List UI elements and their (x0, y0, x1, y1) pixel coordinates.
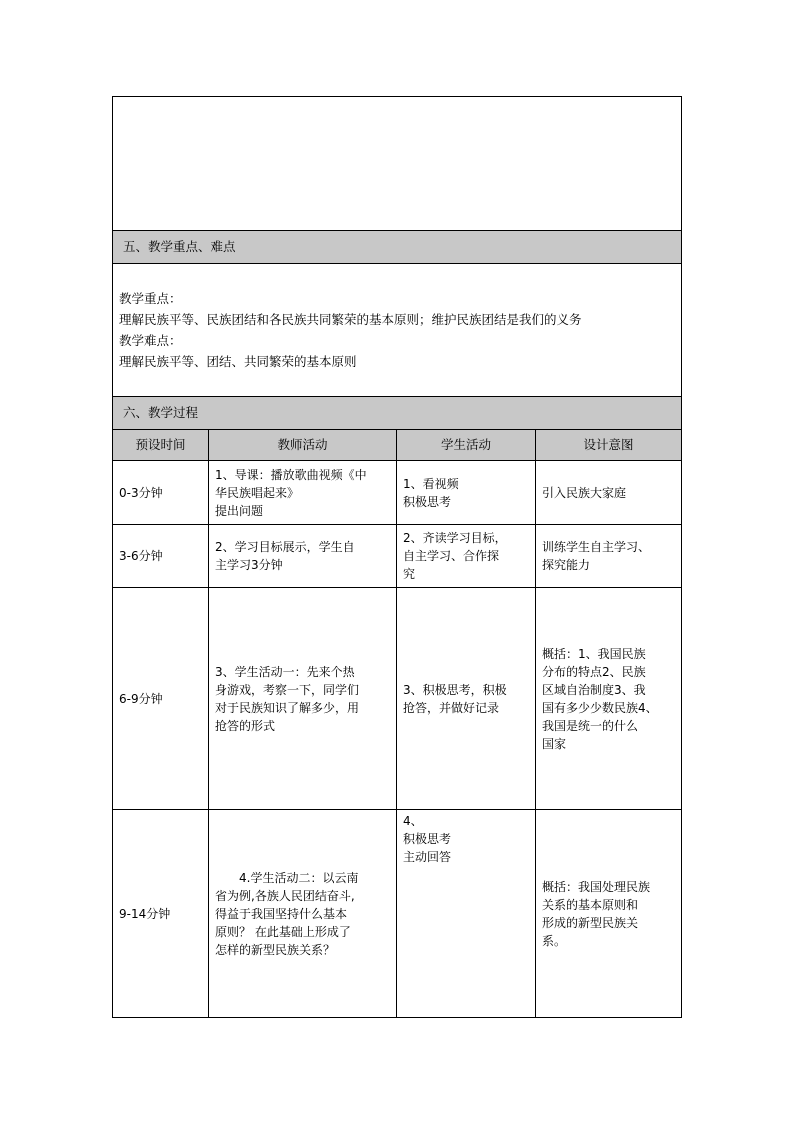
teacher-line: 怎样的新型民族关系？ (215, 942, 336, 957)
column-header-row (113, 430, 682, 461)
row-time: 6-9分钟 (113, 588, 209, 810)
table-row (113, 525, 682, 588)
student-line: 2、齐读学习目标， (403, 531, 507, 545)
intent-line: 探究能力 (542, 558, 591, 572)
key-text: 理解民族平等、民族团结和各民族共同繁荣的基本原则；维护民族团结是我们的义务 (119, 312, 582, 327)
keypoints-row (113, 264, 682, 397)
intent-line: 概括：1、我国民族 (542, 646, 646, 661)
section6-title: 六、教学过程 (113, 397, 682, 430)
teacher-line: 抢答的形式 (215, 718, 276, 733)
empty-cell (113, 97, 682, 231)
student-line: 抢答，并做好记录 (403, 700, 500, 715)
student-line: 积极思考 (403, 832, 452, 846)
student-line: 积极思考 (403, 494, 452, 509)
empty-top-row (113, 97, 682, 231)
difficult-text: 理解民族平等、团结、共同繁荣的基本原则 (119, 354, 357, 369)
teacher-line: 主学习3分钟 (215, 558, 283, 572)
row-teacher (209, 525, 397, 588)
table-row (113, 810, 682, 1018)
keypoints-cell (113, 264, 682, 397)
row-teacher (209, 588, 397, 810)
row-teacher (209, 810, 397, 1018)
intent-line: 国有多少少数民族4、 (542, 700, 658, 715)
teacher-line: 3、学生活动一：先来个热 (215, 664, 355, 679)
intent-line: 区域自治制度3、我 (542, 682, 646, 697)
table-row (113, 461, 682, 525)
student-line: 1、看视频 (403, 476, 459, 491)
teacher-line: 对于民族知识了解多少，用 (215, 700, 360, 715)
student-line: 究 (403, 567, 416, 581)
teacher-line: 原则？ 在此基础上形成了 (215, 924, 351, 939)
teacher-line: 华民族唱起来》 (215, 485, 300, 500)
lesson-plan-table (112, 96, 682, 1018)
intent-line: 关系的基本原则和 (542, 897, 639, 912)
teacher-line: 提出问题 (215, 503, 264, 518)
teacher-line: 4.学生活动二：以云南 (239, 870, 359, 885)
header-teacher: 教师活动 (209, 430, 397, 461)
row-time: 9-14分钟 (113, 810, 209, 1018)
row-student (397, 810, 536, 1018)
intent-line: 分布的特点2、民族 (542, 664, 646, 679)
student-line: 主动回答 (403, 850, 452, 864)
row-teacher (209, 461, 397, 525)
section5-title: 五、教学重点、难点 (113, 231, 682, 264)
teacher-line: 2、学习目标展示，学生自 (215, 540, 355, 554)
section5-header-row (113, 231, 682, 264)
section6-header-row (113, 397, 682, 430)
teacher-line: 身游戏，考察一下，同学们 (215, 682, 360, 697)
student-line: 自主学习、合作探 (403, 549, 500, 563)
row-time: 3-6分钟 (113, 525, 209, 588)
intent-line: 我国是统一的什么 (542, 718, 639, 733)
key-label: 教学重点： (119, 291, 182, 306)
table-row (113, 588, 682, 810)
row-intent (536, 525, 682, 588)
header-time: 预设时间 (113, 430, 209, 461)
intent-line: 引入民族大家庭 (542, 485, 627, 500)
teacher-line: 省为例,各族人民团结奋斗, (215, 888, 355, 903)
row-intent (536, 810, 682, 1018)
row-time: 0-3分钟 (113, 461, 209, 525)
row-student (397, 461, 536, 525)
header-intent: 设计意图 (536, 430, 682, 461)
intent-line: 训练学生自主学习、 (542, 540, 651, 554)
row-student (397, 525, 536, 588)
student-line: 4、 (403, 814, 423, 828)
teacher-line: 1、导课：播放歌曲视频《中 (215, 467, 367, 482)
teacher-line: 得益于我国坚持什么基本 (215, 906, 348, 921)
difficult-label: 教学难点： (119, 333, 182, 348)
header-student: 学生活动 (397, 430, 536, 461)
intent-line: 国家 (542, 736, 567, 751)
row-student (397, 588, 536, 810)
intent-line: 系。 (542, 933, 567, 948)
row-intent (536, 461, 682, 525)
student-line: 3、积极思考，积极 (403, 682, 507, 697)
row-intent (536, 588, 682, 810)
intent-line: 概括：我国处理民族 (542, 879, 651, 894)
intent-line: 形成的新型民族关 (542, 915, 639, 930)
